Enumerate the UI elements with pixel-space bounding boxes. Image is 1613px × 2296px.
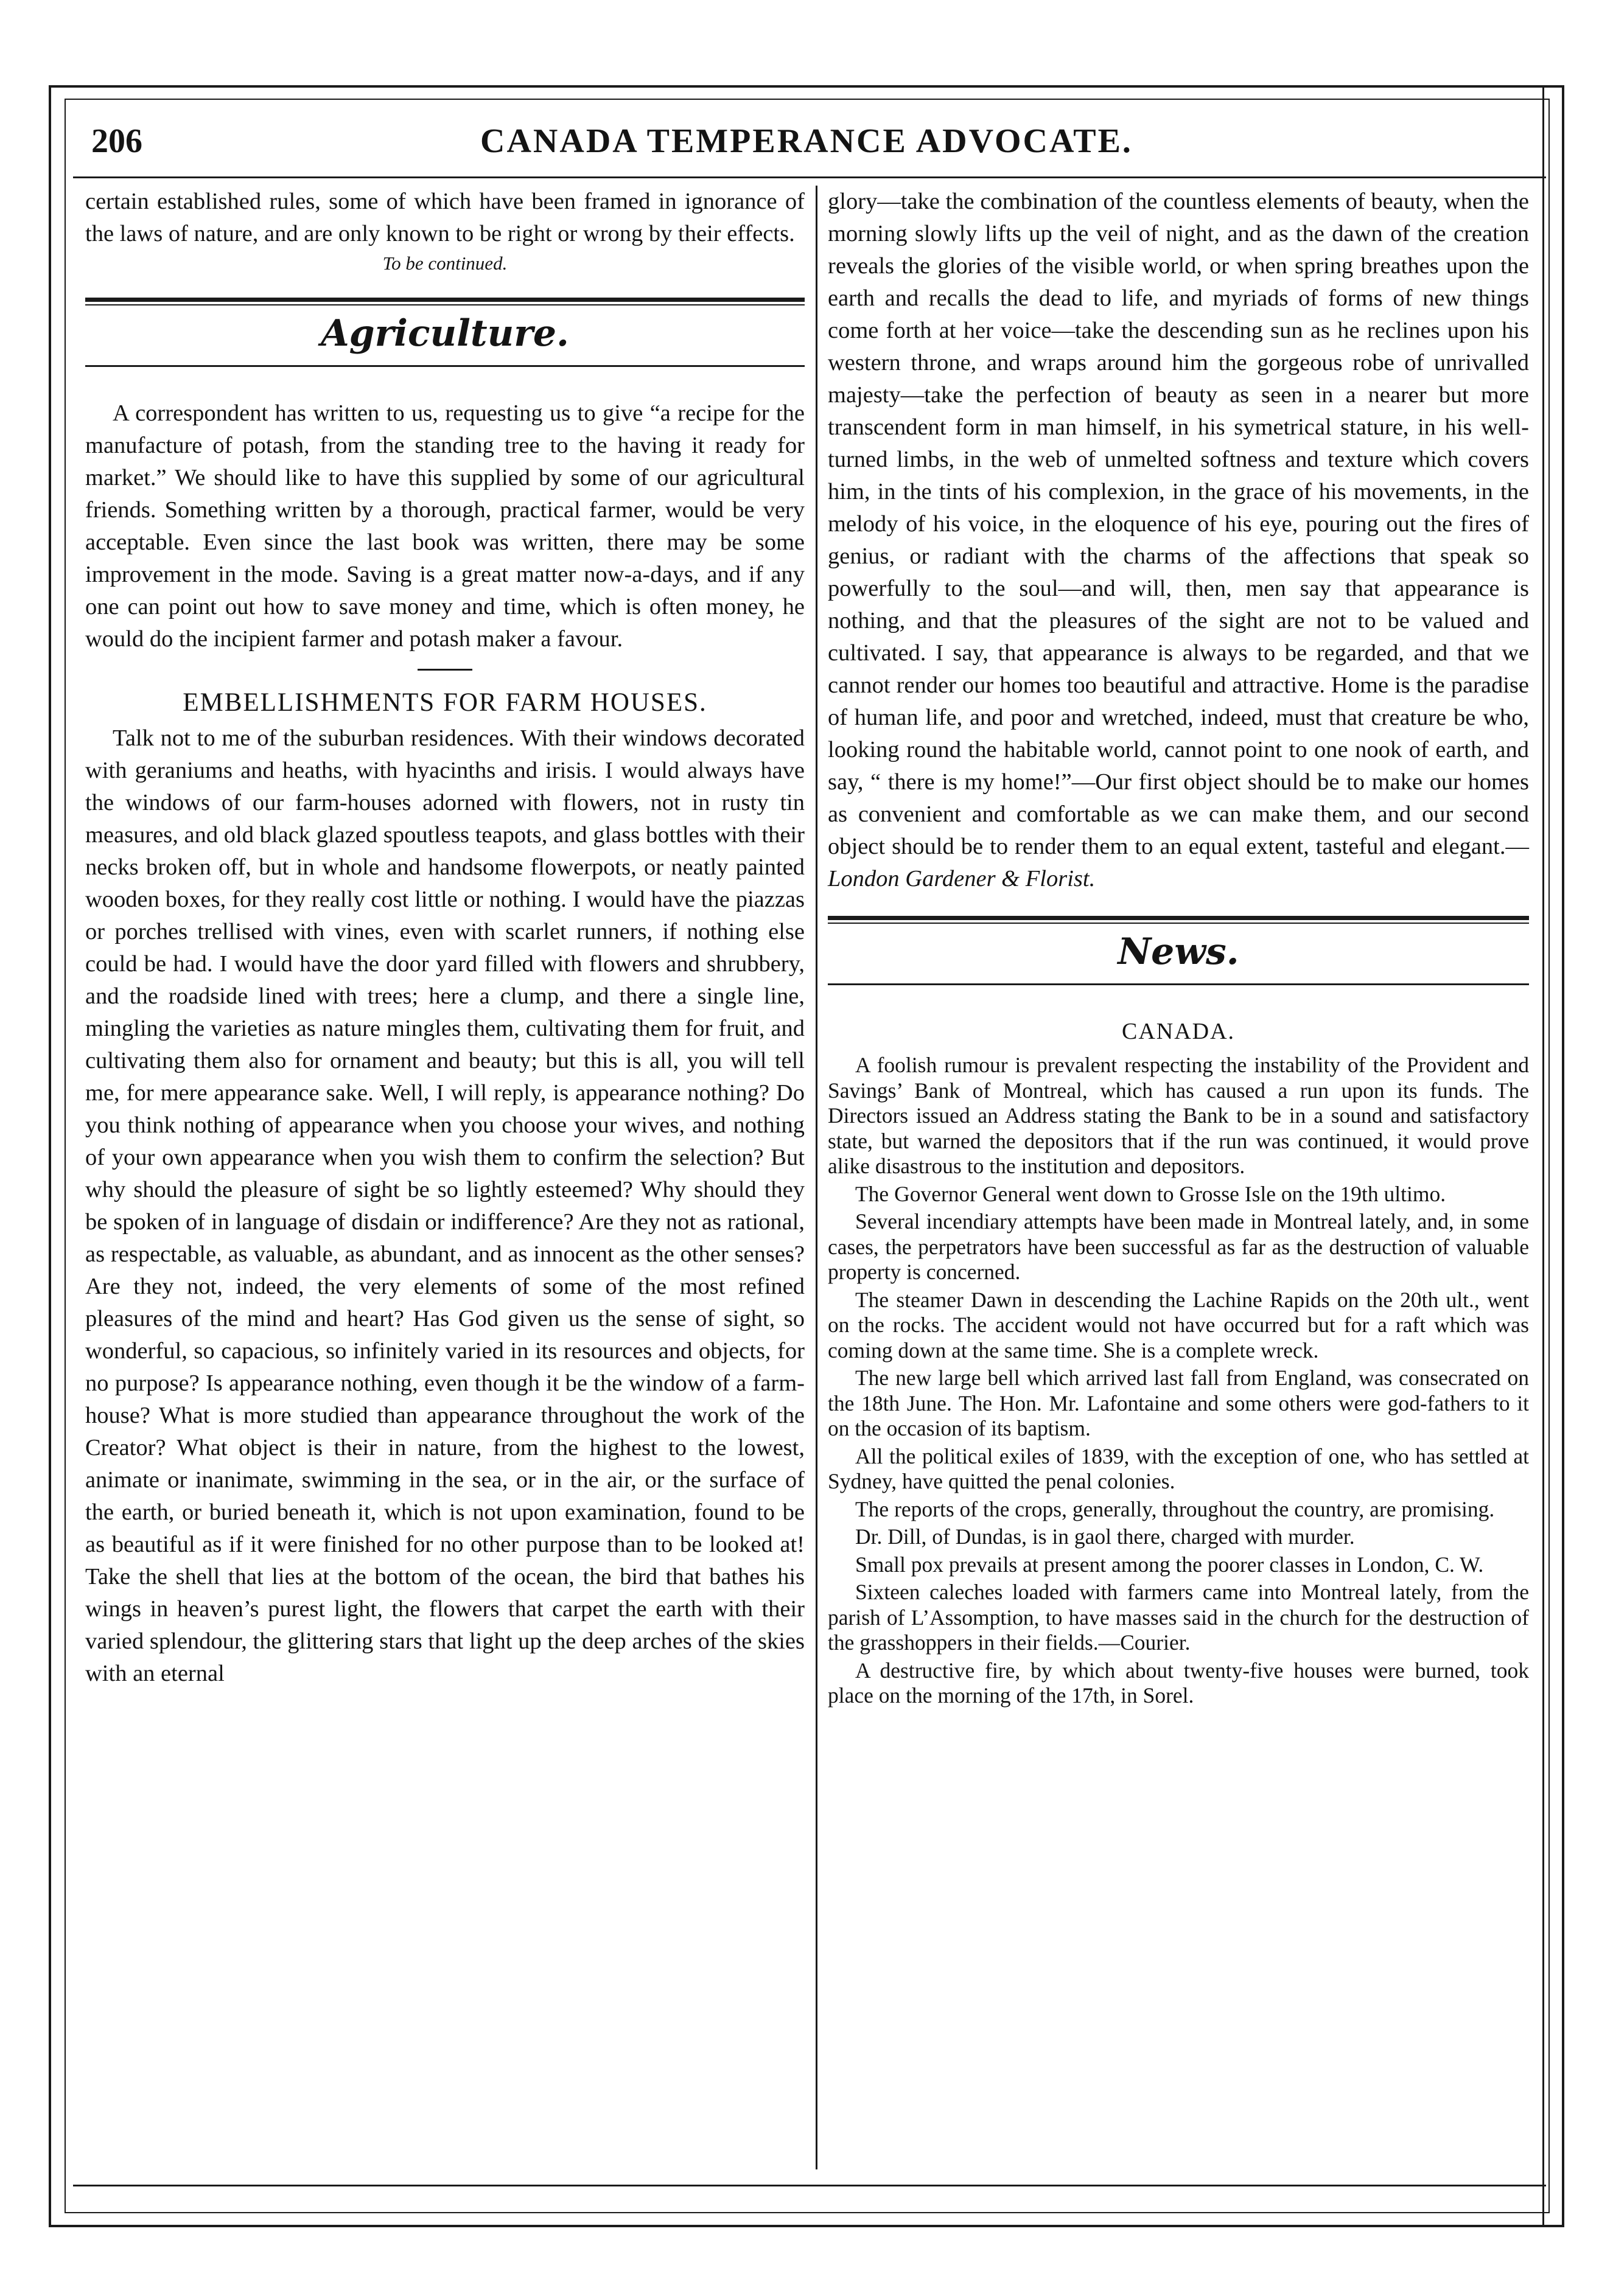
section-rule-thick (828, 916, 1529, 920)
left-column (85, 186, 805, 1690)
news-item: Small pox prevails at present among the poorer classes in London, C. W. (855, 1552, 1484, 1577)
news-title: News. (1118, 930, 1239, 973)
right-column (828, 186, 1529, 1709)
section-rule-bottom (828, 983, 1529, 985)
news-item: Dr. Dill, of Dundas, is in gaol there, charged with murder. (855, 1524, 1355, 1549)
section-rule-thick (85, 298, 805, 302)
glory-paragraph (828, 186, 1529, 895)
header-rule (73, 176, 1546, 178)
potash-paragraph: A correspondent has written to us, requesting us to give “a recipe for the manufacture of potash, from the standing tree to the having it ready for market.” We should like to have this supplied by some of our agricultural friends. Something written by a thorough, practical farmer, would be very acceptable. Even since the last book was written, there may be some improvement in the mode. Saving is a great matter now-a-days, and if any one can point out how to save money and time, which is often money, he would do the incipient farmer and potash maker a favour. (85, 400, 805, 652)
news-item: All the political exiles of 1839, with the exception of one, who has settled at Sydney, have quitted the penal colonies. (828, 1443, 1529, 1493)
news-item: A destructive fire, by which about twenty-five houses were burned, took place on the morning of the 17th, in Sorel. (828, 1658, 1529, 1708)
news-item: The steamer Dawn in descending the Lachine Rapids on the 20th ult., went on the rocks. The accident would not have occurred but for a raft which was coming down at the same time. She is a complete wreck. (828, 1287, 1529, 1363)
footer-rule (73, 2185, 1546, 2186)
news-item: Sixteen caleches loaded with farmers came into Montreal lately, from the parish of L’Assomption, to have masses said in the church for the destruction of the grasshoppers in their fields.—Courier. (828, 1580, 1529, 1655)
news-item: Several incendiary attempts have been made in Montreal lately, and, in some cases, the perpetrators have been successful as far as the destruction of valuable property is concerned. (828, 1209, 1529, 1284)
page-border-right-rule (1542, 85, 1544, 2227)
running-title: CANADA TEMPERANCE ADVOCATE. (480, 122, 1133, 160)
section-rule-bottom (85, 365, 805, 367)
to-be-continued-note: To be continued. (382, 253, 508, 274)
news-items (828, 1053, 1529, 1709)
column-divider (816, 186, 817, 2169)
agriculture-title: Agriculture. (321, 312, 569, 355)
canada-heading: CANADA. (1121, 1019, 1236, 1044)
news-item: The Governor General went down to Grosse Isle on the 19th ultimo. (855, 1181, 1446, 1206)
embellishments-heading: EMBELLISHMENTS FOR FARM HOUSES. (183, 688, 707, 717)
continued-paragraph: certain established rules, some of which have been framed in ignorance of the laws of nature, and are only known to be right or wrong by their effects. (85, 189, 805, 246)
glory-signature: London Gardener & Florist. (828, 866, 1096, 892)
glory-text: glory—take the combination of the countless elements of beauty, when the morning slowly lifts up the veil of night, and as the dawn of the creation reveals the glories of the visible world, or when spring breathes upon the earth and recalls the dead to life, and myriads of forms of new things come forth at her voice—take the descending sun as he reclines upon his western throne, and wraps around him the gorgeous robe of unrivalled majesty—take the perfection of beauty as seen in a nearer but more transcendent form in man himself, in his symetrical stature, in his well-turned limbs, in the web of unmelted softness and texture which covers him, in the tints of his complexion, in the grace of his movements, in the melody of his voice, in the eloquence of his eye, pouring out the fires of genius, or radiant with the charms of the affections that speak so powerfully to the soul—and will, then, men say that appearance is nothing, and that the pleasures of the sight are not to be valued and cultivated. I say, that appearance is always to be regarded, and that we cannot render our homes too beautiful and attractive. Home is the paradise of human life, and poor and wretched, indeed, must that creature be who, looking round the habitable world, cannot point to one nook of earth, and say, “ there is my home!”—Our first object should be to make our homes as convenient and comfortable as we can make them, and our second object should be to render them to an equal extent, tasteful and elegant.— (828, 189, 1529, 859)
short-divider (418, 669, 472, 671)
news-item: A foolish rumour is prevalent respecting the instability of the Provident and Savings’ Bank of Montreal, which has caused a run upon its funds. The Directors issued an Address stating the Bank to be in a sound and satisfactory state, but warned the depositors that if the run was continued, it would prove alike disastrous to the institution and depositors. (828, 1053, 1529, 1178)
page-header (79, 114, 1534, 169)
agriculture-section-head (85, 287, 805, 380)
news-item: The reports of the crops, generally, throughout the country, are promising. (855, 1496, 1495, 1521)
page-number: 206 (91, 122, 142, 160)
news-section-head (828, 905, 1529, 999)
news-item: The new large bell which arrived last fall from England, was consecrated on the 18th June. The Hon. Mr. Lafontaine and some others were god-fathers to it on the occasion of its baptism. (828, 1366, 1529, 1440)
embellishments-paragraph: Talk not to me of the suburban residences. With their windows decorated with geraniums and heaths, with hyacinths and irisis. I would always have the windows of our farm-houses adorned with flowers, not in rusty tin measures, and old black glazed spoutless teapots, and glass bottles with their necks broken off, but in whole and handsome flowerpots, or neatly painted wooden boxes, for they really cost little or nothing. I would have the piazzas or porches trellised with vines, even with scarlet runners, if nothing else could be had. I would have the door yard filled with flowers and shrubbery, and the roadside lined with trees; here a clump, and there a single line, mingling the varieties as nature mingles them, cultivating them for fruit, and cultivating them also for ornament and beauty; but this is all, you will tell me, for mere appearance sake. Well, I will reply, is appearance nothing? Do you think nothing of appearance when you choose your wives, and nothing of your own appearance when you wish them to confirm the selection? But why should the pleasure of sight be so lightly esteemed? Why should they be spoken of in language of disdain or indifference? Are they not as rational, as respectable, as valuable, as abundant, and as innocent as the other senses? Are they not, indeed, the very elements of some of the most refined pleasures of the mind and heart? Has God given us the sense of sight, so wonderful, so capacious, so infinitely varied in its resources and objects, for no purpose? Is appearance nothing, even though it be the window of a farm-house? What is more studied than appearance throughout the work of the Creator? What object is their in nature, from the highest to the lowest, animate or inanimate, swimming in the sea, or in the air, or the surface of the earth, or buried beneath it, which is not upon examination, found to be as beautiful as if it were finished for no other purpose than to be looked at! Take the shell that lies at the bottom of the ocean, the bird that bathes his wings in heaven’s purest light, the flowers that carpet the earth with their varied splendour, the glittering stars that light up the deep arches of the skies with an eternal (85, 725, 805, 1686)
